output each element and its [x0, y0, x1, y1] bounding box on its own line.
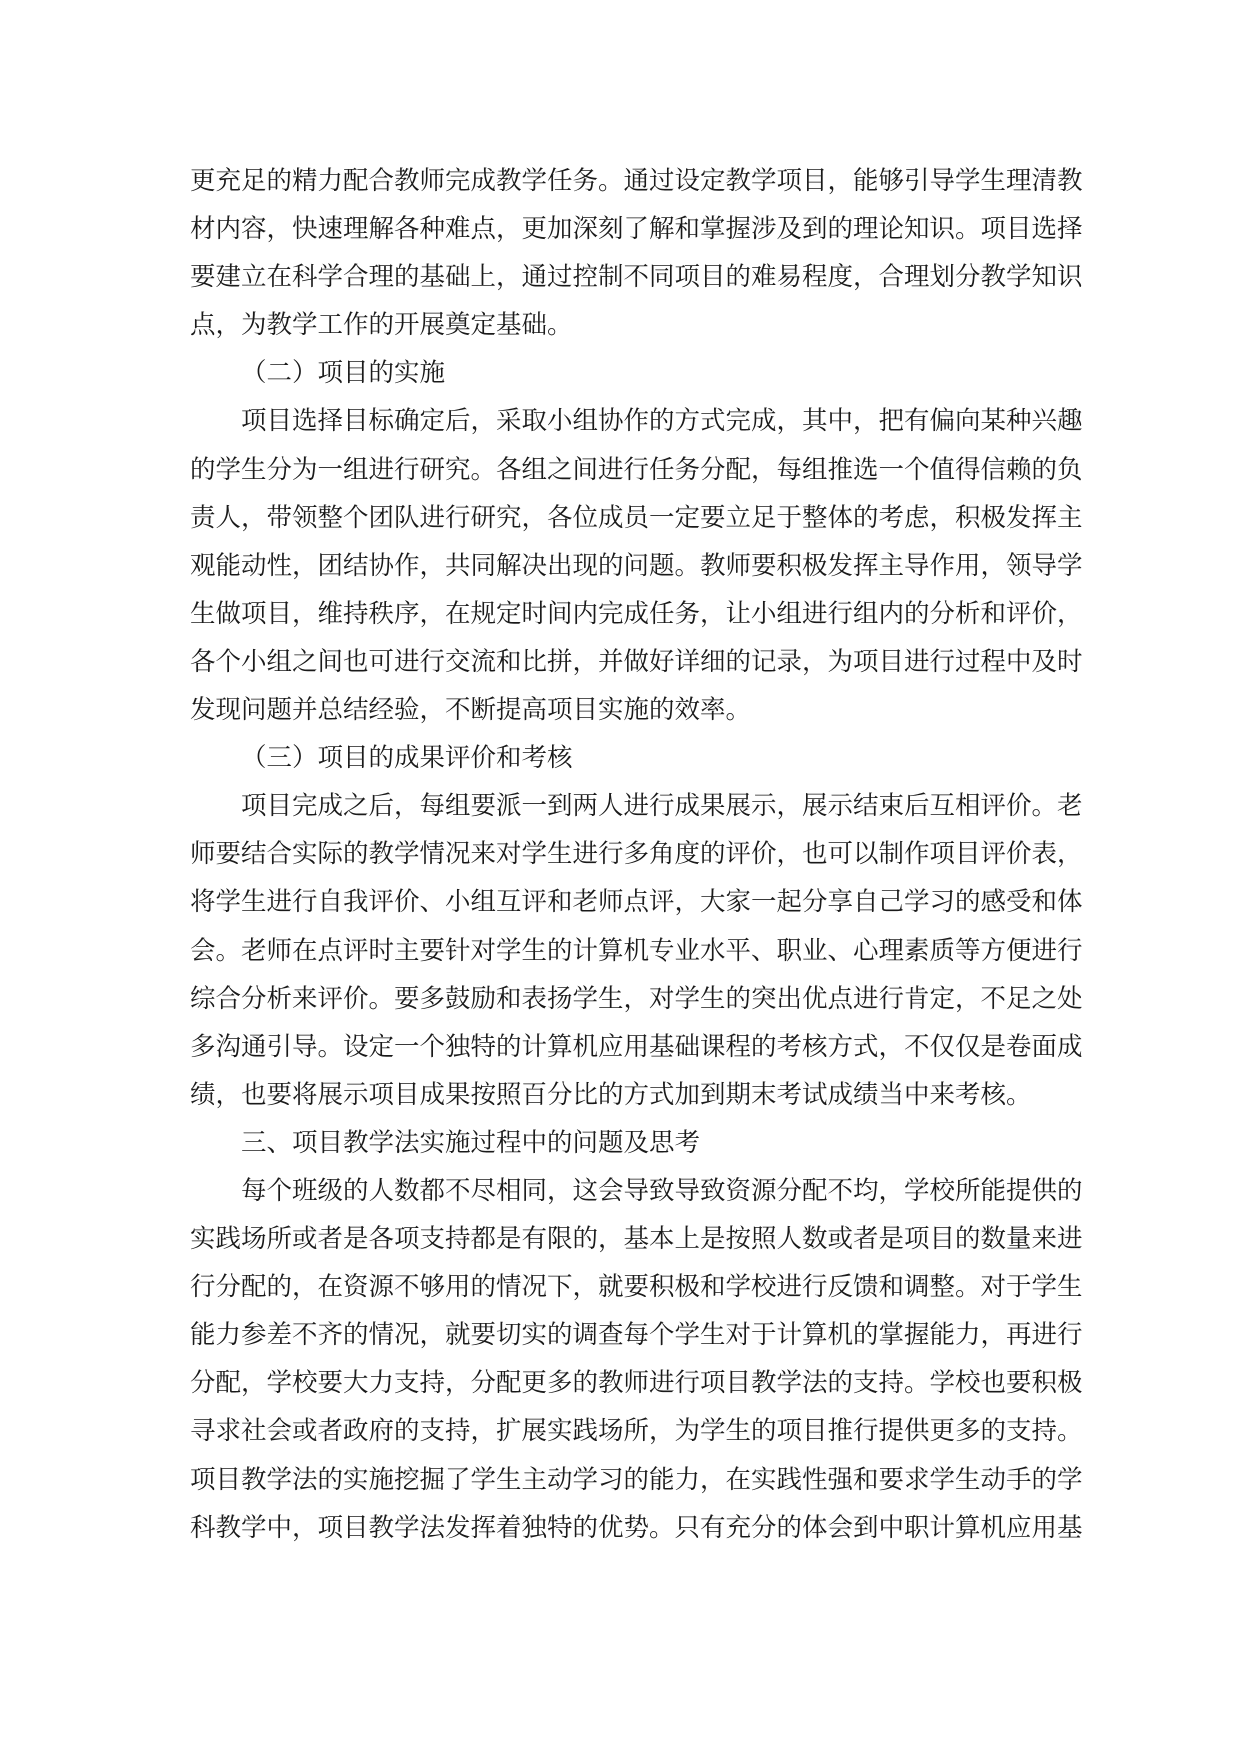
text-line: 每个班级的人数都不尽相同，这会导致导致资源分配不均，学校所能提供的: [241, 1175, 1083, 1206]
text-line: 多沟通引导。设定一个独特的计算机应用基础课程的考核方式，不仅仅是卷面成: [190, 1031, 1083, 1062]
text-line: 能力参差不齐的情况，就要切实的调查每个学生对于计算机的掌握能力，再进行: [190, 1320, 1083, 1351]
text-line: 师要结合实际的教学情况来对学生进行多角度的评价，也可以制作项目评价表，: [190, 839, 1083, 870]
text-line: 寻求社会或者政府的支持，扩展实践场所，为学生的项目推行提供更多的支持。: [190, 1416, 1083, 1447]
text-line: 会。老师在点评时主要针对学生的计算机专业水平、职业、心理素质等方便进行: [190, 935, 1083, 966]
text-line: 分配，学校要大力支持，分配更多的教师进行项目教学法的支持。学校也要积极: [190, 1368, 1083, 1399]
text-line: 实践场所或者是各项支持都是有限的，基本上是按照人数或者是项目的数量来进: [190, 1224, 1083, 1255]
text-line: 生做项目，维持秩序，在规定时间内完成任务，让小组进行组内的分析和评价，: [190, 598, 1083, 629]
text-line: 项目选择目标确定后，采取小组协作的方式完成，其中，把有偏向某种兴趣: [241, 406, 1083, 437]
text-line: 项目完成之后，每组要派一到两人进行成果展示，展示结束后互相评价。老: [241, 791, 1083, 822]
text-line: 科教学中，项目教学法发挥着独特的优势。只有充分的体会到中职计算机应用基: [190, 1512, 1083, 1543]
text-line: 行分配的，在资源不够用的情况下，就要积极和学校进行反馈和调整。对于学生: [190, 1272, 1083, 1303]
text-line: 责人，带领整个团队进行研究，各位成员一定要立足于整体的考虑，积极发挥主: [190, 502, 1083, 533]
text-line: 绩，也要将展示项目成果按照百分比的方式加到期末考试成绩当中来考核。: [190, 1079, 1032, 1110]
text-line: 点，为教学工作的开展奠定基础。: [190, 310, 573, 341]
section-heading: 三、项目教学法实施过程中的问题及思考: [241, 1127, 701, 1158]
text-line: 的学生分为一组进行研究。各组之间进行任务分配，每组推选一个值得信赖的负: [190, 454, 1083, 485]
text-line: 材内容，快速理解各种难点，更加深刻了解和掌握涉及到的理论知识。项目选择: [190, 214, 1083, 245]
text-line: 将学生进行自我评价、小组互评和老师点评，大家一起分享自己学习的感受和体: [190, 887, 1083, 918]
text-line: 更充足的精力配合教师完成教学任务。通过设定教学项目，能够引导学生理清教: [190, 166, 1083, 196]
text-line: 要建立在科学合理的基础上，通过控制不同项目的难易程度，合理划分教学知识: [190, 262, 1083, 293]
section-heading: （二）项目的实施: [241, 358, 446, 389]
text-line: 发现问题并总结经验，不断提高项目实施的效率。: [190, 695, 752, 726]
section-heading: （三）项目的成果评价和考核: [241, 743, 573, 774]
text-line: 观能动性，团结协作，共同解决出现的问题。教师要积极发挥主导作用，领导学: [190, 550, 1083, 581]
text-line: 各个小组之间也可进行交流和比拼，并做好详细的记录，为项目进行过程中及时: [190, 646, 1083, 677]
body-text: [190, 157, 1083, 1552]
text-line: 项目教学法的实施挖掘了学生主动学习的能力，在实践性强和要求学生动手的学: [190, 1464, 1083, 1495]
text-line: 综合分析来评价。要多鼓励和表扬学生，对学生的突出优点进行肯定，不足之处: [190, 983, 1083, 1014]
